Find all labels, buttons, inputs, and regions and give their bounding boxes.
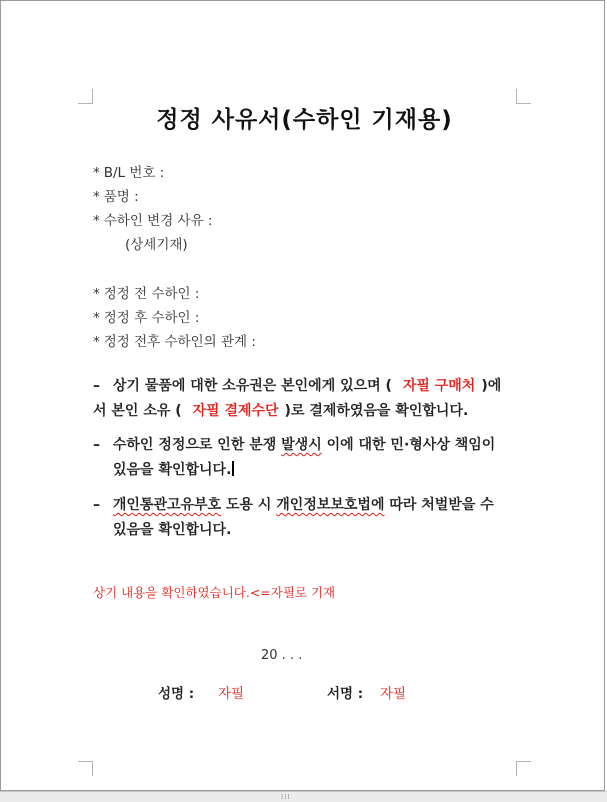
text-cursor	[232, 461, 234, 476]
statement-2-spellcheck-word: 발생시	[281, 437, 322, 453]
resize-grip-icon[interactable]: ⁞⁞⁞	[281, 793, 291, 801]
statement-3-line-2	[113, 519, 231, 539]
statement-2-text-a: 수하인 정정으로 인한 분쟁	[112, 437, 282, 453]
statement-2-line-2	[113, 459, 234, 479]
field-bl-number-label: B/L 번호 :	[103, 165, 165, 181]
field-item	[93, 185, 139, 205]
document-title: 정정 사유서(수하인 기재용)	[156, 107, 453, 133]
name-label: 성명 :	[158, 686, 195, 702]
dash: –	[93, 437, 100, 453]
statement-1-text-b: )에	[481, 378, 502, 394]
statement-3-spellcheck-word-2: 개인정보보호법에	[276, 497, 385, 513]
statement-1-handwrite-payment: 자필 결제수단	[192, 403, 279, 419]
statement-1-handwrite-purchase: 자필 구매처	[402, 378, 476, 394]
bullet: *	[93, 165, 100, 181]
statement-3-spellcheck-word-1: 개인통관고유부호	[112, 497, 222, 513]
statement-1-text-c: 서 본인 소유 (	[93, 403, 182, 419]
field-detail: (상세기재)	[125, 237, 188, 253]
statement-2-text-b: 이에 대한 민·형사상 책임이	[321, 437, 496, 453]
bullet: *	[93, 286, 100, 302]
field-relation	[93, 330, 256, 350]
date-line: 20 . . .	[261, 648, 303, 663]
margin-mark-bottom-left	[78, 761, 93, 776]
statement-1-text-a: 상기 물품에 대한 소유권은 본인에게 있으며 (	[112, 378, 392, 394]
bullet: *	[93, 189, 100, 205]
confirmation-note: 상기 내용을 확인하였습니다.<=자필로 기재	[93, 585, 336, 600]
field-item-label: 품명 :	[103, 189, 139, 205]
field-before	[93, 282, 199, 302]
statement-1-line-1	[93, 375, 501, 395]
field-change-reason	[93, 209, 212, 229]
margin-mark-bottom-right	[516, 761, 531, 776]
statement-1-text-d: )로 결제하였음을 확인합니다.	[284, 403, 469, 419]
bullet: *	[93, 213, 100, 229]
field-before-label: 정정 전 수하인 :	[103, 286, 200, 302]
bullet: *	[93, 334, 100, 350]
field-after	[93, 306, 199, 326]
field-relation-label: 정정 전후 수하인의 관계 :	[103, 334, 256, 350]
statement-2-line-1	[93, 434, 495, 454]
statement-1-line-2	[93, 400, 468, 420]
dash: –	[93, 497, 100, 513]
statement-2-text-c: 있음을 확인합니다.	[113, 462, 232, 478]
signature-value: 자필	[380, 686, 407, 702]
bullet: *	[93, 310, 100, 326]
dash: –	[93, 378, 100, 394]
statement-3-text-c: 있음을 확인합니다.	[113, 522, 232, 538]
field-change-reason-label: 수하인 변경 사유 :	[103, 213, 213, 229]
status-bar	[0, 791, 607, 802]
statement-3-text-b: 따라 처벌받을 수	[384, 497, 494, 513]
name-value: 자필	[218, 686, 245, 702]
statement-3-text-a: 도용 시	[221, 497, 277, 513]
field-bl-number	[93, 161, 164, 181]
statement-3-line-1	[93, 494, 494, 514]
field-after-label: 정정 후 수하인 :	[103, 310, 200, 326]
signature-label: 서명 :	[327, 686, 364, 702]
